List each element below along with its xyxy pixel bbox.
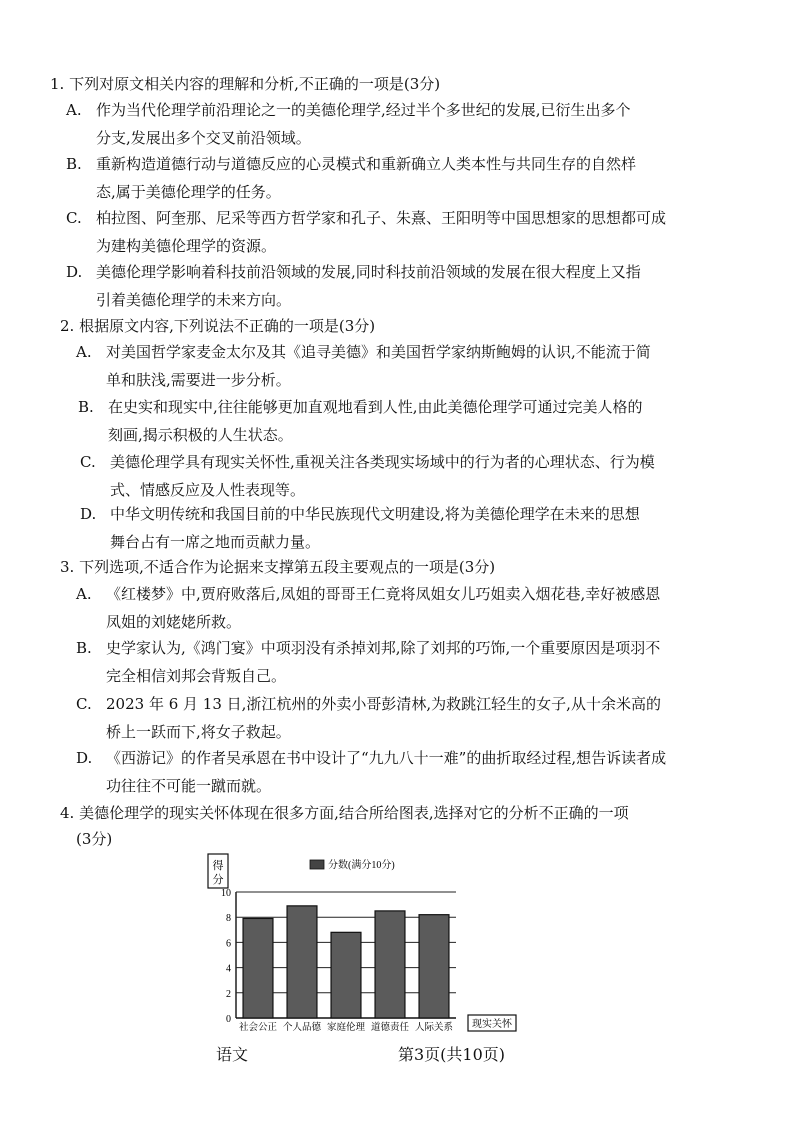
- option-text: 在史实和现实中,往往能够更加直观地看到人性,由此美德伦理学可通过完美人格的: [108, 398, 643, 416]
- option-label: B.: [76, 639, 92, 657]
- option-label: D.: [76, 749, 93, 767]
- option-label: C.: [76, 695, 92, 713]
- question-stem: 3. 下列选项,不适合作为论据来支撑第五段主要观点的一项是(3分): [60, 558, 496, 576]
- option-text-cont: 单和肤浅,需要进一步分析。: [106, 371, 291, 389]
- y-tick-label: 0: [226, 1014, 231, 1025]
- option-b: [78, 393, 778, 449]
- y-tick-label: 10: [221, 888, 231, 899]
- option-text: 对美国哲学家麦金太尔及其《追寻美德》和美国哲学家纳斯鲍姆的认识,不能流于简: [106, 343, 651, 361]
- footer-subject: 语文: [216, 1045, 249, 1064]
- option-text-cont: 态,属于美德伦理学的任务。: [96, 183, 281, 201]
- x-axis-label: 现实关怀: [472, 1019, 512, 1030]
- option-text-cont: 分支,发展出多个交叉前沿领域。: [96, 129, 311, 147]
- option-c: [76, 690, 776, 746]
- option-text-cont: 式、情感反应及人性表现等。: [110, 481, 306, 499]
- option-a: [76, 338, 776, 394]
- option-d: [76, 744, 776, 800]
- option-text: 重新构造道德行动与道德反应的心灵模式和重新确立人类本性与共同生存的自然样: [96, 155, 637, 173]
- question-stem: 1. 下列对原文相关内容的理解和分析,不正确的一项是(3分): [50, 75, 441, 93]
- option-a: [66, 96, 766, 152]
- option-text-cont: 引着美德伦理学的未来方向。: [96, 291, 292, 309]
- option-text-cont: 刻画,揭示积极的人生状态。: [108, 426, 293, 444]
- option-label: A.: [76, 585, 92, 603]
- bar-2: [287, 906, 317, 1018]
- y-axis-label-char-2: 分: [212, 874, 224, 886]
- option-text: 《西游记》的作者吴承恩在书中设计了“九九八十一难”的曲折取经过程,想告诉读者成: [106, 749, 667, 767]
- option-d: [80, 500, 780, 556]
- option-text-cont: 凤姐的刘姥姥所救。: [106, 613, 242, 631]
- option-c: [80, 448, 780, 504]
- option-text: 史学家认为,《鸿门宴》中项羽没有杀掉刘邦,除了刘邦的巧饰,一个重要原因是项羽不: [106, 639, 661, 657]
- legend-swatch: [310, 860, 324, 869]
- option-c: [66, 204, 766, 260]
- legend-label: 分数(满分10分): [328, 860, 395, 871]
- option-text: 中华文明传统和我国目前的中华民族现代文明建设,将为美德伦理学在未来的思想: [110, 505, 640, 523]
- y-tick-label: 6: [226, 938, 231, 950]
- x-tick-label: 社会公正: [238, 1023, 278, 1033]
- option-a: [76, 580, 776, 636]
- option-d: [66, 258, 766, 314]
- option-text: 美德伦理学具有现实关怀性,重视关注各类现实场域中的行为者的心理状态、行为模: [110, 453, 655, 471]
- option-text: 《红楼梦》中,贾府败落后,凤姐的哥哥王仁竟将凤姐女儿巧姐卖入烟花巷,幸好被感恩: [106, 585, 661, 603]
- bar-4: [375, 911, 405, 1018]
- option-label: A.: [66, 101, 82, 119]
- bar-3: [331, 932, 361, 1018]
- option-text: 美德伦理学影响着科技前沿领域的发展,同时科技前沿领域的发展在很大程度上又指: [96, 263, 641, 281]
- x-tick-label: 人际关系: [414, 1023, 454, 1033]
- footer-page-number: 第3页(共10页): [398, 1045, 506, 1064]
- option-text: 柏拉图、阿奎那、尼采等西方哲学家和孔子、朱熹、王阳明等中国思想家的思想都可成: [96, 209, 667, 227]
- question-stem-cont: (3分): [76, 830, 113, 848]
- option-label: A.: [76, 343, 92, 361]
- option-text: 作为当代伦理学前沿理论之一的美德伦理学,经过半个多世纪的发展,已衍生出多个: [96, 101, 631, 119]
- option-text-cont: 完全相信刘邦会背叛自己。: [106, 667, 287, 685]
- y-tick-label: 2: [226, 988, 231, 1000]
- option-label: D.: [66, 263, 83, 281]
- x-tick-label: 个人品德: [282, 1023, 322, 1033]
- score-bar-chart: [200, 850, 540, 1040]
- option-label: B.: [66, 155, 82, 173]
- x-tick-label: 道德责任: [370, 1023, 410, 1033]
- question-stem: 4. 美德伦理学的现实关怀体现在很多方面,结合所给图表,选择对它的分析不正确的一项: [60, 804, 629, 822]
- option-label: C.: [66, 209, 82, 227]
- option-b: [76, 634, 776, 690]
- option-label: C.: [80, 453, 96, 471]
- option-text-cont: 桥上一跃而下,将女子救起。: [106, 723, 291, 741]
- option-label: B.: [78, 398, 94, 416]
- option-text-cont: 功往往不可能一蹴而就。: [106, 777, 272, 795]
- x-tick-label: 家庭伦理: [326, 1023, 366, 1033]
- y-tick-label: 4: [226, 963, 231, 975]
- option-text: 2023 年 6 月 13 日,浙江杭州的外卖小哥彭清林,为救跳江轻生的女子,从十余米高的: [106, 695, 661, 713]
- bar-5: [419, 915, 449, 1018]
- bar-1: [243, 918, 273, 1018]
- question-stem: 2. 根据原文内容,下列说法不正确的一项是(3分): [60, 317, 376, 335]
- option-text-cont: 为建构美德伦理学的资源。: [96, 237, 277, 255]
- option-text-cont: 舞台占有一席之地而贡献力量。: [110, 533, 321, 551]
- option-label: D.: [80, 505, 97, 523]
- y-tick-label: 8: [226, 913, 231, 925]
- y-axis-label-char-1: 得: [212, 860, 224, 872]
- option-b: [66, 150, 766, 206]
